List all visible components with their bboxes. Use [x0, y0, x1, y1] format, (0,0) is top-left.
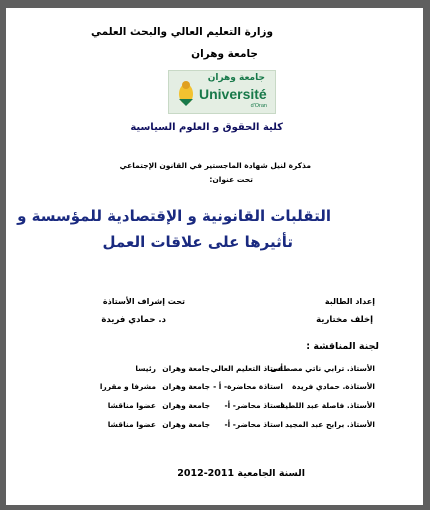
logo-french-subtext: d'Oran [250, 103, 267, 109]
logo-french-text: Université [199, 86, 267, 102]
member-rank: استاذ محاضر- أ- [224, 420, 283, 429]
thesis-title-line1: التقلبات القانونية و الإقتصادية للمؤسسة و [17, 207, 331, 225]
academic-year: السنة الجامعية 2011-2012 [177, 468, 305, 479]
member-role: عضوا مناقشا [107, 420, 156, 429]
member-role: مشرفا و مقررا [99, 382, 156, 391]
committee-label: لجنة المناقشة : [306, 341, 379, 352]
student-name: إخلف مختارية [316, 315, 373, 325]
member-name: الأستاذة. حمادي فريدة [292, 382, 375, 391]
memo-line: مذكرة لنيل شهادة الماجستير في القانون الإجتماعي [119, 161, 311, 170]
committee-member-row [6, 382, 423, 396]
member-institution: جامعة وهران [162, 364, 210, 373]
member-name: الأستاذ. ترابي ناتي مصطفى [270, 364, 375, 373]
preparation-label: إعداد الطالبة [324, 297, 375, 306]
bird-emblem-icon [175, 77, 197, 107]
member-role: عضوا مناقشا [107, 401, 156, 410]
under-title-label: تحت عنوان: [209, 175, 253, 184]
member-rank: أستاذ التعليم العالي [210, 364, 283, 373]
member-rank: استاذ محاضر- أ- [224, 401, 283, 410]
faculty-name: كلية الحقوق و العلوم السياسية [130, 122, 283, 133]
ministry-name: وزارة التعليم العالي والبحث العلمي [90, 26, 273, 38]
document-page [6, 8, 423, 505]
member-institution: جامعة وهران [162, 420, 210, 429]
member-name: الأستاذ. فاصلة عبد اللطيف [276, 401, 375, 410]
committee-member-row [6, 364, 423, 378]
member-institution: جامعة وهران [162, 401, 210, 410]
member-name: الأستاذ. برابح عبد المجيد [285, 420, 375, 429]
supervisor-name: د. حمادي فريدة [101, 315, 166, 325]
committee-member-row [6, 401, 423, 415]
university-name: جامعة وهران [191, 48, 258, 60]
member-rank: استاذة محاضرة- أ - [213, 382, 283, 391]
committee-member-row [6, 420, 423, 434]
supervision-label: تحت إشراف الأستاذة [102, 297, 185, 306]
university-logo [168, 70, 276, 114]
thesis-title-line2: تأثيرها على علاقات العمل [102, 233, 293, 251]
logo-arabic-text: جامعة وهران [207, 73, 265, 83]
member-institution: جامعة وهران [162, 382, 210, 391]
member-role: رئيسا [135, 364, 156, 373]
